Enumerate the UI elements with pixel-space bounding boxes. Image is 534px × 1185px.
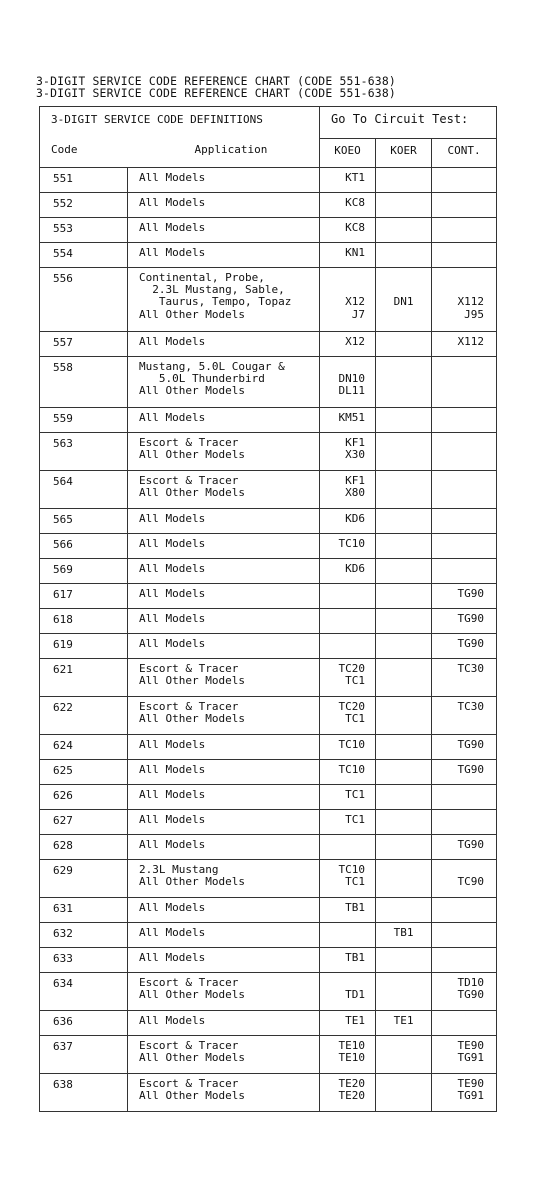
application-cell: All Models (128, 192, 320, 217)
koer-cell (376, 217, 432, 242)
koeo-cell: KT1 (320, 167, 376, 192)
koer-cell (376, 734, 432, 759)
cont-cell (432, 167, 497, 192)
application-cell: All Models (128, 407, 320, 432)
koer-cell (376, 947, 432, 972)
koeo-cell: DN10 DL11 (320, 356, 376, 407)
cont-cell (432, 407, 497, 432)
koer-cell (376, 834, 432, 859)
code-cell: 624 (40, 734, 128, 759)
table-row (40, 533, 497, 558)
table-row (40, 432, 497, 470)
table-row (40, 558, 497, 583)
table-row (40, 267, 497, 331)
koeo-cell: TC20 TC1 (320, 658, 376, 696)
column-header-koeo: KOEO (320, 138, 376, 167)
code-cell: 627 (40, 809, 128, 834)
code-cell: 622 (40, 696, 128, 734)
cont-cell (432, 432, 497, 470)
cont-cell (432, 192, 497, 217)
koer-cell (376, 759, 432, 784)
definitions-header: 3-DIGIT SERVICE CODE DEFINITIONS (40, 107, 320, 139)
application-cell: All Models (128, 834, 320, 859)
application-cell: Escort & Tracer All Other Models (128, 432, 320, 470)
table-row (40, 508, 497, 533)
table-row (40, 167, 497, 192)
application-cell: Escort & Tracer All Other Models (128, 1073, 320, 1111)
table-row (40, 1073, 497, 1111)
koeo-cell: KC8 (320, 192, 376, 217)
application-cell: Escort & Tracer All Other Models (128, 696, 320, 734)
koer-cell (376, 784, 432, 809)
koeo-cell: KC8 (320, 217, 376, 242)
code-cell: 636 (40, 1010, 128, 1035)
cont-cell: TG90 (432, 633, 497, 658)
code-cell: 619 (40, 633, 128, 658)
chart-title-line-2: 3-DIGIT SERVICE CODE REFERENCE CHART (CODE 551-638) (36, 86, 396, 100)
application-cell: 2.3L Mustang All Other Models (128, 859, 320, 897)
code-cell: 564 (40, 470, 128, 508)
code-cell: 569 (40, 558, 128, 583)
cont-cell: TE90 TG91 (432, 1073, 497, 1111)
code-cell: 638 (40, 1073, 128, 1111)
cont-cell (432, 558, 497, 583)
koeo-cell (320, 922, 376, 947)
koeo-cell: TC10 TC1 (320, 859, 376, 897)
koer-cell (376, 192, 432, 217)
table-row (40, 972, 497, 1010)
koer-cell (376, 1073, 432, 1111)
table-row (40, 859, 497, 897)
table-header-row-2 (40, 138, 497, 167)
table-row (40, 1035, 497, 1073)
koer-cell (376, 533, 432, 558)
application-cell: All Models (128, 897, 320, 922)
koer-cell (376, 558, 432, 583)
table-row (40, 696, 497, 734)
table-row (40, 608, 497, 633)
application-cell: All Models (128, 947, 320, 972)
code-cell: 566 (40, 533, 128, 558)
cont-cell (432, 947, 497, 972)
table-row (40, 897, 497, 922)
cont-cell (432, 470, 497, 508)
table-row (40, 407, 497, 432)
table-row (40, 734, 497, 759)
koeo-cell (320, 608, 376, 633)
code-cell: 563 (40, 432, 128, 470)
koer-cell (376, 696, 432, 734)
cont-cell (432, 533, 497, 558)
koer-cell (376, 897, 432, 922)
koer-cell (376, 167, 432, 192)
cont-cell (432, 217, 497, 242)
koer-cell (376, 583, 432, 608)
koeo-cell: X12 J7 (320, 267, 376, 331)
table-row (40, 633, 497, 658)
koeo-cell: TC1 (320, 784, 376, 809)
koer-cell (376, 658, 432, 696)
koer-cell (376, 1035, 432, 1073)
application-cell: All Models (128, 508, 320, 533)
cont-cell: TC90 (432, 859, 497, 897)
koer-cell (376, 356, 432, 407)
koeo-cell: KF1 X30 (320, 432, 376, 470)
code-cell: 626 (40, 784, 128, 809)
application-cell: All Models (128, 533, 320, 558)
koeo-cell: TC10 (320, 759, 376, 784)
koeo-cell: TC10 (320, 533, 376, 558)
code-cell: 634 (40, 972, 128, 1010)
application-cell: All Models (128, 558, 320, 583)
table-row (40, 242, 497, 267)
application-cell: Escort & Tracer All Other Models (128, 1035, 320, 1073)
code-cell: 565 (40, 508, 128, 533)
cont-cell: TG90 (432, 608, 497, 633)
application-cell: All Models (128, 1010, 320, 1035)
cont-cell: X112 (432, 331, 497, 356)
koeo-cell: TB1 (320, 897, 376, 922)
cont-cell: TD10 TG90 (432, 972, 497, 1010)
application-cell: All Models (128, 809, 320, 834)
code-cell: 552 (40, 192, 128, 217)
table-body (40, 167, 497, 1111)
application-cell: All Models (128, 922, 320, 947)
code-cell: 553 (40, 217, 128, 242)
cont-cell: TG90 (432, 759, 497, 784)
cont-cell (432, 1010, 497, 1035)
koer-cell: DN1 (376, 267, 432, 331)
application-cell: All Models (128, 784, 320, 809)
code-cell: 558 (40, 356, 128, 407)
cont-cell: X112 J95 (432, 267, 497, 331)
circuit-test-header: Go To Circuit Test: (320, 107, 497, 139)
cont-cell: TC30 (432, 658, 497, 696)
koeo-cell: TD1 (320, 972, 376, 1010)
service-code-table (39, 106, 497, 1112)
cont-cell: TE90 TG91 (432, 1035, 497, 1073)
koer-cell (376, 470, 432, 508)
koeo-cell: KD6 (320, 558, 376, 583)
table-row (40, 331, 497, 356)
cont-cell (432, 242, 497, 267)
cont-cell: TG90 (432, 834, 497, 859)
code-cell: 629 (40, 859, 128, 897)
application-cell: All Models (128, 633, 320, 658)
application-cell: All Models (128, 734, 320, 759)
code-cell: 637 (40, 1035, 128, 1073)
table-row (40, 1010, 497, 1035)
koer-cell (376, 432, 432, 470)
cont-cell: TG90 (432, 734, 497, 759)
column-header-koer: KOER (376, 138, 432, 167)
koeo-cell: TE20 TE20 (320, 1073, 376, 1111)
code-cell: 633 (40, 947, 128, 972)
application-cell: Mustang, 5.0L Cougar & 5.0L Thunderbird All Other Models (128, 356, 320, 407)
koer-cell (376, 633, 432, 658)
koeo-cell: KM51 (320, 407, 376, 432)
cont-cell (432, 809, 497, 834)
cont-cell (432, 897, 497, 922)
cont-cell (432, 508, 497, 533)
column-header-application: Application (128, 138, 320, 167)
table-row (40, 809, 497, 834)
koeo-cell: TB1 (320, 947, 376, 972)
koer-cell (376, 859, 432, 897)
table-row (40, 759, 497, 784)
koeo-cell: X12 (320, 331, 376, 356)
application-cell: Continental, Probe, 2.3L Mustang, Sable, Taurus, Tempo, Topaz All Other Models (128, 267, 320, 331)
koeo-cell (320, 583, 376, 608)
table-row (40, 658, 497, 696)
koeo-cell (320, 633, 376, 658)
cont-cell: TG90 (432, 583, 497, 608)
cont-cell (432, 356, 497, 407)
koer-cell (376, 331, 432, 356)
koeo-cell: TE1 (320, 1010, 376, 1035)
koer-cell (376, 809, 432, 834)
application-cell: All Models (128, 759, 320, 784)
koer-cell (376, 608, 432, 633)
table-row (40, 583, 497, 608)
cont-cell (432, 784, 497, 809)
table-row (40, 834, 497, 859)
code-cell: 554 (40, 242, 128, 267)
koer-cell (376, 972, 432, 1010)
table-header-row-1 (40, 107, 497, 139)
chart-title-line-1: 3-DIGIT SERVICE CODE REFERENCE CHART (CODE 551-638) (36, 74, 396, 88)
code-cell: 557 (40, 331, 128, 356)
table-row (40, 470, 497, 508)
table-row (40, 217, 497, 242)
koer-cell (376, 508, 432, 533)
koer-cell (376, 407, 432, 432)
code-cell: 618 (40, 608, 128, 633)
table-row (40, 947, 497, 972)
code-cell: 617 (40, 583, 128, 608)
koer-cell: TE1 (376, 1010, 432, 1035)
application-cell: Escort & Tracer All Other Models (128, 470, 320, 508)
table-row (40, 922, 497, 947)
application-cell: All Models (128, 217, 320, 242)
code-cell: 621 (40, 658, 128, 696)
application-cell: All Models (128, 167, 320, 192)
code-cell: 559 (40, 407, 128, 432)
code-cell: 625 (40, 759, 128, 784)
table-row (40, 192, 497, 217)
application-cell: All Models (128, 242, 320, 267)
application-cell: All Models (128, 583, 320, 608)
application-cell: Escort & Tracer All Other Models (128, 972, 320, 1010)
code-cell: 628 (40, 834, 128, 859)
cont-cell (432, 922, 497, 947)
code-cell: 631 (40, 897, 128, 922)
cont-cell: TC30 (432, 696, 497, 734)
column-header-cont: CONT. (432, 138, 497, 167)
code-cell: 551 (40, 167, 128, 192)
koeo-cell: TC20 TC1 (320, 696, 376, 734)
koeo-cell: TC10 (320, 734, 376, 759)
table-row (40, 784, 497, 809)
application-cell: Escort & Tracer All Other Models (128, 658, 320, 696)
koeo-cell: KF1 X80 (320, 470, 376, 508)
code-cell: 632 (40, 922, 128, 947)
koeo-cell (320, 834, 376, 859)
table-row (40, 356, 497, 407)
koer-cell (376, 242, 432, 267)
koeo-cell: TC1 (320, 809, 376, 834)
koeo-cell: KN1 (320, 242, 376, 267)
koeo-cell: TE10 TE10 (320, 1035, 376, 1073)
column-header-code: Code (40, 138, 128, 167)
application-cell: All Models (128, 608, 320, 633)
application-cell: All Models (128, 331, 320, 356)
koer-cell: TB1 (376, 922, 432, 947)
code-cell: 556 (40, 267, 128, 331)
koeo-cell: KD6 (320, 508, 376, 533)
